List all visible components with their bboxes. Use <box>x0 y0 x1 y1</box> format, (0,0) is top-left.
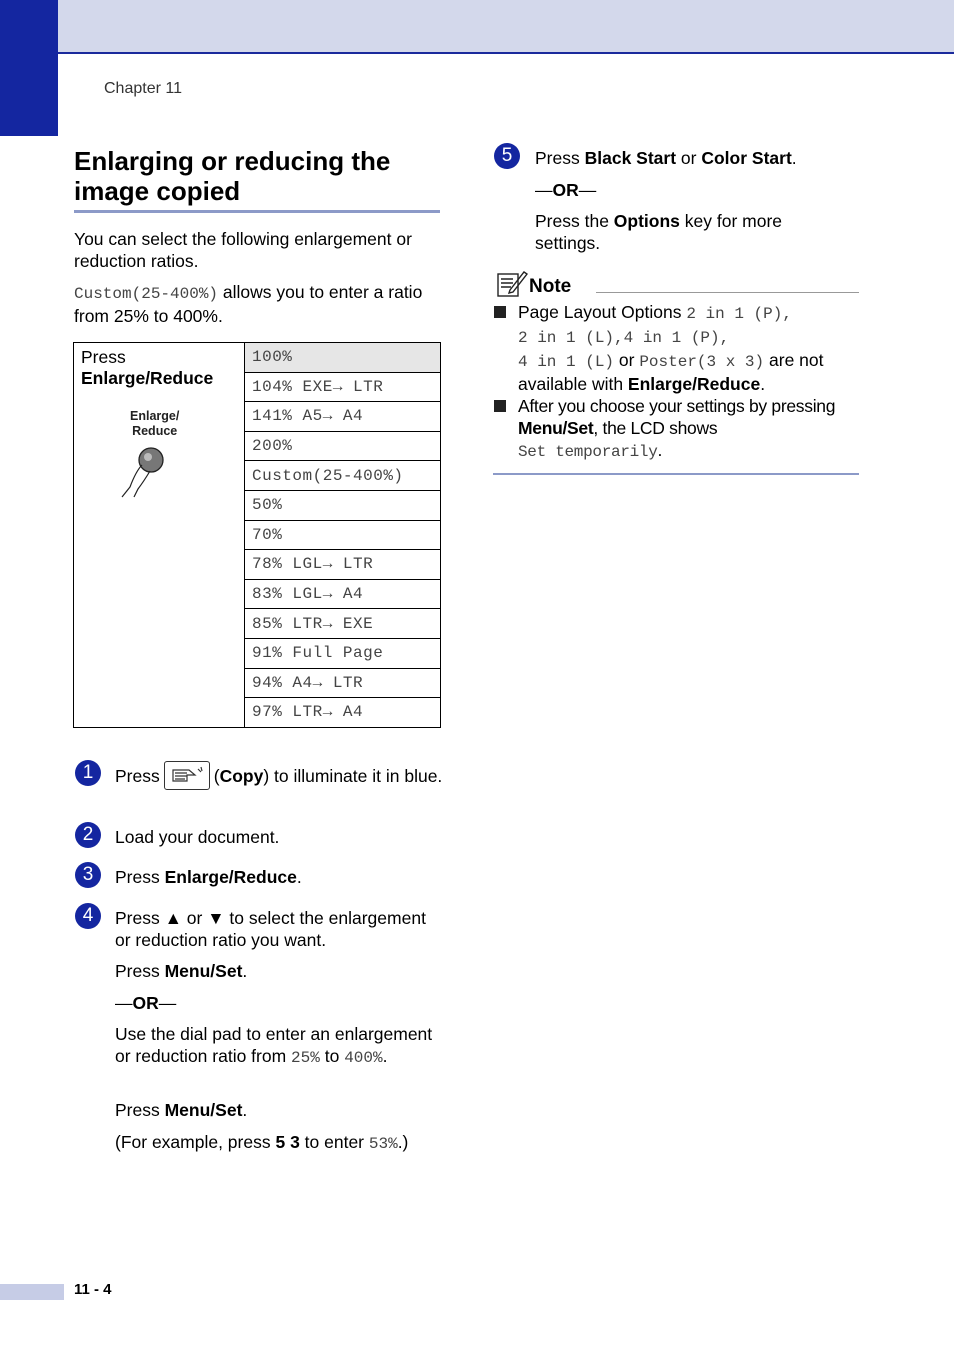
ratio-option: 200% <box>245 431 441 461</box>
custom-ratio-text: Custom(25-400%) allows you to enter a ratio from 25% to 400%. <box>74 282 423 326</box>
note-rule <box>596 292 859 293</box>
ratio-option: 78% LGL→ LTR <box>245 550 441 580</box>
step-3-number: 3 <box>75 862 101 888</box>
step-3-text: Press Enlarge/Reduce. <box>115 867 302 887</box>
step-1-number: 1 <box>75 760 101 786</box>
section-title: Enlarging or reducing the image copied <box>74 146 391 206</box>
step-1-text: Press (Copy) to illuminate it in blue. <box>115 763 445 792</box>
step-4-press-menu-2: Press Menu/Set. <box>115 1100 248 1120</box>
note-end-rule <box>493 473 859 475</box>
step-4-dial-text: Use the dial pad to enter an enlargement or reduction ratio from 25% to 400%. <box>115 1024 433 1067</box>
ratio-table <box>73 342 441 728</box>
note-pencil-icon <box>496 268 528 298</box>
step-2-text: Load your document. <box>115 827 280 847</box>
ratio-option: 104% EXE→ LTR <box>245 372 441 402</box>
ratio-option: 50% <box>245 490 441 520</box>
enlarge-reduce-button-icon: Enlarge/ Reduce <box>114 409 194 505</box>
copy-key-icon <box>164 761 210 790</box>
press-label: Press <box>81 347 126 367</box>
ratio-row <box>74 343 441 373</box>
enlarge-reduce-key-cell <box>74 343 245 728</box>
note-bullet-2 <box>494 400 506 412</box>
step-4-or: —OR— <box>115 993 177 1013</box>
step-4-example: (For example, press 5 3 to enter 53%.) <box>115 1132 409 1153</box>
note-bullet-1 <box>494 306 506 318</box>
step-4-press-menu: Press Menu/Set. <box>115 961 248 981</box>
step-5-number: 5 <box>494 143 520 169</box>
ratio-option: 94% A4→ LTR <box>245 668 441 698</box>
chapter-label: Chapter 11 <box>104 80 182 97</box>
ratio-option: Custom(25-400%) <box>245 461 441 491</box>
ratio-option: 97% LTR→ A4 <box>245 698 441 728</box>
ratio-option: 85% LTR→ EXE <box>245 609 441 639</box>
chapter-tab-marker <box>0 0 58 136</box>
ratio-option: 83% LGL→ A4 <box>245 579 441 609</box>
up-arrow-icon: ▲ <box>164 908 182 928</box>
step-4-text: Press ▲ or ▼ to select the enlargement or reduction ratio you want. <box>115 908 426 950</box>
step-4-number: 4 <box>75 903 101 929</box>
down-arrow-icon: ▼ <box>207 908 225 928</box>
title-underline <box>74 210 440 213</box>
footer-band <box>0 1284 64 1300</box>
note-heading: Note <box>529 276 572 297</box>
step-5-text: Press Black Start or Color Start. <box>535 148 797 168</box>
page-number: 11 - 4 <box>74 1281 112 1298</box>
step-5-options-text: Press the Options key for more settings. <box>535 211 783 253</box>
ratio-option: 141% A5→ A4 <box>245 402 441 432</box>
ratio-option: 91% Full Page <box>245 638 441 668</box>
note-item-1: Page Layout Options 2 in 1 (P), 2 in 1 (L),4 in 1 (P), 4 in 1 (L) or Poster(3 x 3) are not available with Enlarge/Reduce. <box>518 302 824 394</box>
note-item-2: After you choose your settings by pressing Menu/Set, the LCD shows Set temporarily. <box>518 396 836 461</box>
intro-text: You can select the following enlargement or reduction ratios. <box>74 229 412 271</box>
step-2-number: 2 <box>75 822 101 848</box>
ratio-option: 70% <box>245 520 441 550</box>
header-band <box>0 0 954 54</box>
ratio-option: 100% <box>245 343 441 373</box>
step-5-or: —OR— <box>535 180 597 200</box>
enlarge-reduce-label: Enlarge/Reduce <box>81 368 214 388</box>
